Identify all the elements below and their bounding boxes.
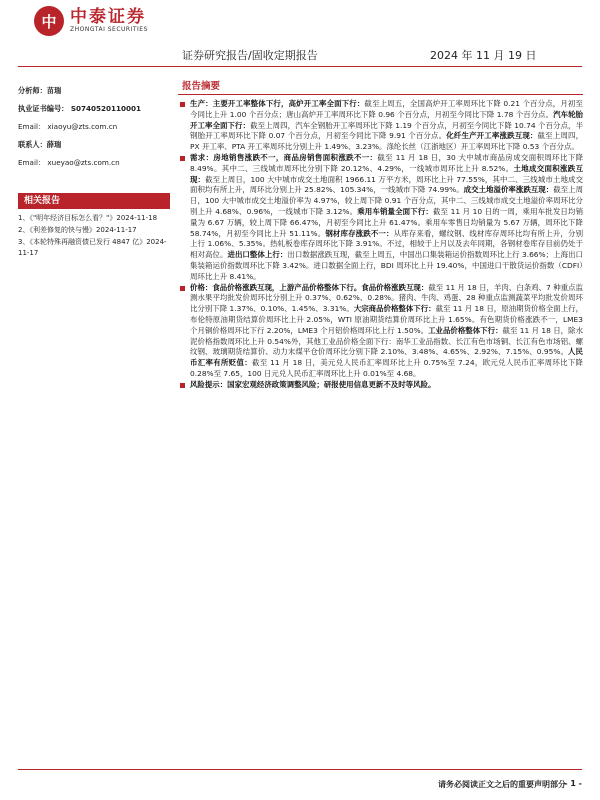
related-report-item[interactable]: 2、《利差修复的快与慢》2024-11-17	[18, 226, 137, 234]
bullet-icon	[180, 286, 185, 291]
page-header	[0, 0, 600, 70]
summary-section	[178, 80, 583, 391]
header-divider	[18, 66, 582, 67]
logo-cn: 中泰证券	[70, 7, 146, 27]
related-report-item[interactable]: 1、《"明年经济目标怎么看？"》2024-11-18	[18, 214, 158, 222]
logo-en: ZHONGTAI SECURITIES	[70, 26, 148, 33]
sidebar	[18, 84, 170, 260]
summary-risk: 风险提示：国家宏观经济政策调整风险；研报使用信息更新不及时等风险。	[178, 380, 583, 391]
email-contact[interactable]: Email： xueyao@zts.com.cn	[18, 158, 120, 167]
summary-demand: 需求：房地销售涨跌不一，商品房销售面积涨跌不一：截至 11 月 18 日，30 大中城市商品房成交面积周环比下降 8.49%。其中二、三线城市周环比分别下降 20.12%、4.29%，一线城市周环比上升 8.52%。土地成交面积涨跌互现：截至上周日，100 大中城市成交土地面积 1966.11 万平方米，周环比上升 77.55%，其中二、三线城市土地成交面积均有所上升，周环比分别上升 25.82%、105.34%，一线城市下降 74.99%。成交土地溢价率涨跌互现：截至上周日，100 大中城市成交土地溢价率为 4.97%，较上周下降 0.91 个百分点，其中二、三线城市成交土地溢价率周环比分别上升 4.68%、0.96%，一线城市下降 3.12%。乘用车销量全面下行：截至 11 月 10 日的一周，乘用车批发日均销量为 6.67 万辆，较上周下降 66.47%，月初至今同比上升 61.47%。乘用车零售日均销量为 5.67 万辆，周环比下降 58.74%，月初至今同比上升 51.11%。钢材库存涨跌不一：从库存来看，螺纹钢、线材库存周环比均有所上升，分别上行 1.06%、5.35%。热轧板卷库存周环比下降 3.91%。不过，相较于上月以及去年同期，各钢材卷库存目前仍处于相对高位。进出口整体上行：出口数据涨跌互现，截至上周五，中国出口集装箱运价指数周环比上行 3.66%；上海出口集装箱运价指数周环比下降 3.42%。进口数据全面上行，BDI 周环比上升 19.40%，中国进口干散货运价指数（CDFI）周环比上升 8.41%。	[178, 153, 583, 283]
related-report-item[interactable]: 3、《本轮特殊再融资债已发行 4847 亿》2024-11-17	[18, 238, 167, 257]
footer-divider	[18, 769, 582, 770]
summary-prices: 价格：食品价格涨跌互现，上游产品价格整体下行。食品价格涨跌互现：截至 11 月 18 日，羊肉、白条鸡、7 种重点监测水果平均批发价周环比分别上升 0.37%、0.62%、0.28%。猪肉、牛肉、鸡蛋、28 种重点监测蔬菜平均批发价周环比分别下降 1.37%、0.10%、1.45%、3.31%。大宗商品价格整体下行：截至 11 月 18 日，原油期货价格全面上行，布伦特原油期货结算价周环比上升 2.05%，WTI 原油期货结算价周环比上升 1.65%。有色期货价格涨跌不一，LME3 个月铜价格周环比下行 2.20%，LME3 个月铝价格周环比上行 1.50%。工业品价格整体下行：截至 11 月 18 日，除水泥价格指数周环比上升 0.54%外，其他工业品价格全面下行：南华工业品指数、长江有色市场铜、长江有色市场铝、螺纹钢、玻璃期货结算价、动力末煤平仓价周环比分别下降 2.10%、3.48%、4.65%、2.92%、7.15%、0.95%。人民币汇率有所贬值：截至 11 月 18 日，美元兑人民币汇率周环比上升 0.75%至 7.24，欧元兑人民币汇率周环比下降 0.28%至 7.65，100 日元兑人民币汇率周环比上升 0.01%至 4.68。	[178, 283, 583, 380]
footer-disclaimer: 请务必阅读正文之后的重要声明部分	[438, 780, 566, 789]
report-type: 证券研究报告/固收定期报告	[182, 49, 318, 62]
email-analyst[interactable]: Email： xiaoyu@zts.com.cn	[18, 122, 118, 131]
page-number: - 1 -	[564, 779, 582, 788]
related-reports-title: 相关报告	[18, 193, 170, 209]
license: 执业证书编号： S0740520110001	[18, 104, 142, 113]
bullet-icon	[180, 383, 185, 388]
logo-mark-icon: 中	[34, 6, 64, 36]
summary-title: 报告摘要	[178, 80, 583, 95]
bullet-icon	[180, 102, 185, 107]
contact: 联系人：薛瑞	[18, 140, 62, 149]
bullet-icon	[180, 156, 185, 161]
related-reports-list	[18, 213, 170, 259]
report-date: 2024 年 11 月 19 日	[430, 49, 537, 62]
logo	[34, 6, 148, 36]
analyst: 分析师：苗瑞	[18, 86, 62, 95]
summary-production: 生产：主要开工率整体下行，高炉开工率全面下行：截至上周五，全国高炉开工率周环比下降 0.21 个百分点，月初至今同比上升 1.00 个百分点；唐山高炉开工率周环比下降 0.96 个百分点，月初至今同比下降 1.78 个百分点。汽车轮胎开工率全面下行：截至上周四，汽车全钢胎开工率周环比下降 1.19 个百分点，月初至今同比下降 10.74 个百分点，半钢胎开工率周环比下降 0.07 个百分点，月初至今同比下降 9.91 个百分点。化纤生产开工率涨跌互现：截至上周四，PX 开工率、PTA 开工率周环比分别上升 1.49%、3.23%。涤纶长丝（江浙地区）开工率周环比下降 0.53 个百分点。	[178, 99, 583, 153]
